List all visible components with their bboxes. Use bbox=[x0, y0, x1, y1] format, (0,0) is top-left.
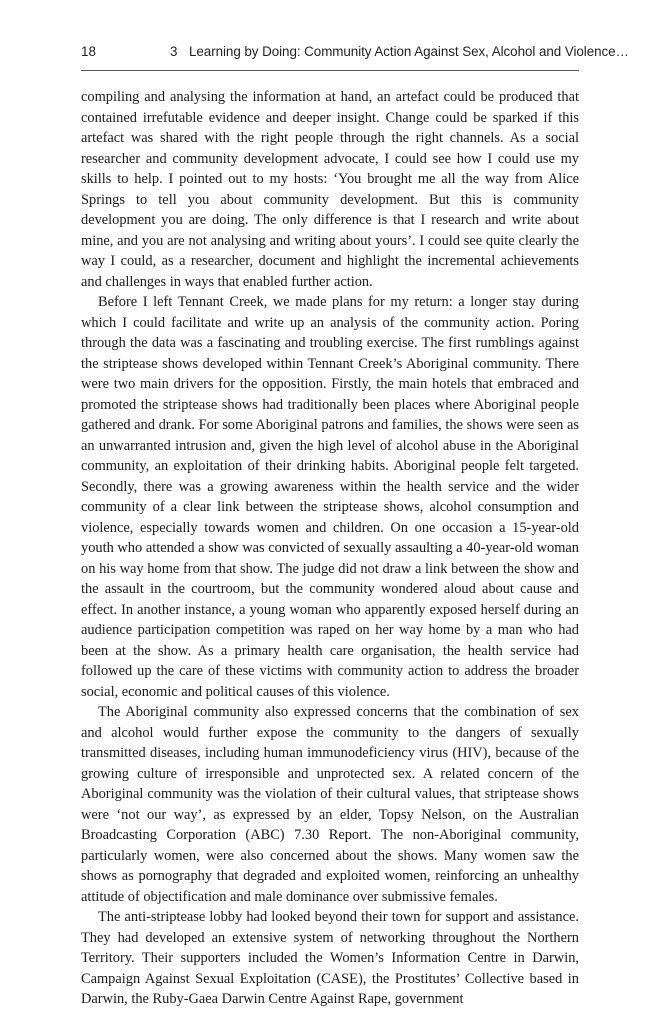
header-rule bbox=[81, 70, 579, 71]
paragraph: Before I left Tennant Creek, we made plans for my return: a longer stay during which I could facilitate and write up an analysis of the community action. Poring through the data was a fascinating and troubling exercise. The first rumblings against the striptease shows developed within Tennant Creek’s Aboriginal community. There were two main drivers for the opposition. Firstly, the main hotels that embraced and promoted the striptease shows had traditionally been places where Aboriginal people gathered and drank. For some Aboriginal patrons and families, the shows were seen as an unwarranted intrusion and, given the high level of alcohol abuse in the Aboriginal community, an exploitation of their drinking habits. Aboriginal people felt targeted. Secondly, there was a growing awareness within the health service and the wider community of a clear link between the striptease shows, alcohol consumption and violence, especially towards women and children. On one occasion a 15-year-old youth who attended a show was convicted of sexually assaulting a 40-year-old woman on his way home from that show. The judge did not draw a link between the show and the assault in the courtroom, but the community wondered aloud about cause and effect. In another instance, a young woman who apparently exposed herself during an audience participation competition was raped on her way home by a man who had been at the show. As a primary health care organisation, the health service had followed up the care of these victims with community action to address the broader social, economic and political causes of this violence. bbox=[81, 294, 579, 700]
chapter-title: Learning by Doing: Community Action Against Sex, Alcohol and Violence… bbox=[189, 44, 629, 59]
body-text bbox=[81, 87, 579, 1010]
running-head bbox=[81, 44, 629, 64]
paragraph: The anti-striptease lobby had looked beyond their town for support and assistance. They had developed an extensive system of networking throughout the Northern Territory. Their supporters included the Women’s Information Centre in Darwin, Campaign Against Sexual Exploitation (CASE), the Prostitutes’ Collective based in Darwin, the Ruby-Gaea Darwin Centre Against Rape, government bbox=[81, 909, 579, 1007]
chapter-number: 3 bbox=[170, 44, 178, 59]
page-number: 18 bbox=[81, 44, 96, 59]
paragraph: compiling and analysing the information at hand, an artefact could be produced that contained irrefutable evidence and deeper insight. Change could be sparked if this artefact was shared with the right people through the right channels. As a social researcher and community development advocate, I could see how I could use my skills to help. I pointed out to my hosts: ‘You brought me all the way from Alice Springs to tell you about community development. But this is community development you are doing. The only difference is that I research and write about mine, and you are not analysing and writing about yours’. I could see quite clearly the way I could, as a researcher, document and highlight the incremental achievements and challenges in ways that enabled further action. bbox=[81, 89, 579, 290]
paragraph: The Aboriginal community also expressed concerns that the combination of sex and alcohol would further expose the community to the dangers of sexually transmitted diseases, including human immunodeficiency virus (HIV), because of the growing culture of irresponsible and unprotected sex. A related concern of the Aboriginal community was the violation of their cultural values, that striptease shows were ‘not our way’, as expressed by an elder, Topsy Nelson, on the Australian Broadcasting Corporation (ABC) 7.30 Report. The non-Aboriginal community, particularly women, were also concerned about the shows. Many women saw the shows as pornography that degraded and exploited women, reinforcing an unhealthy attitude of objectification and male dominance over submissive females. bbox=[81, 704, 579, 905]
